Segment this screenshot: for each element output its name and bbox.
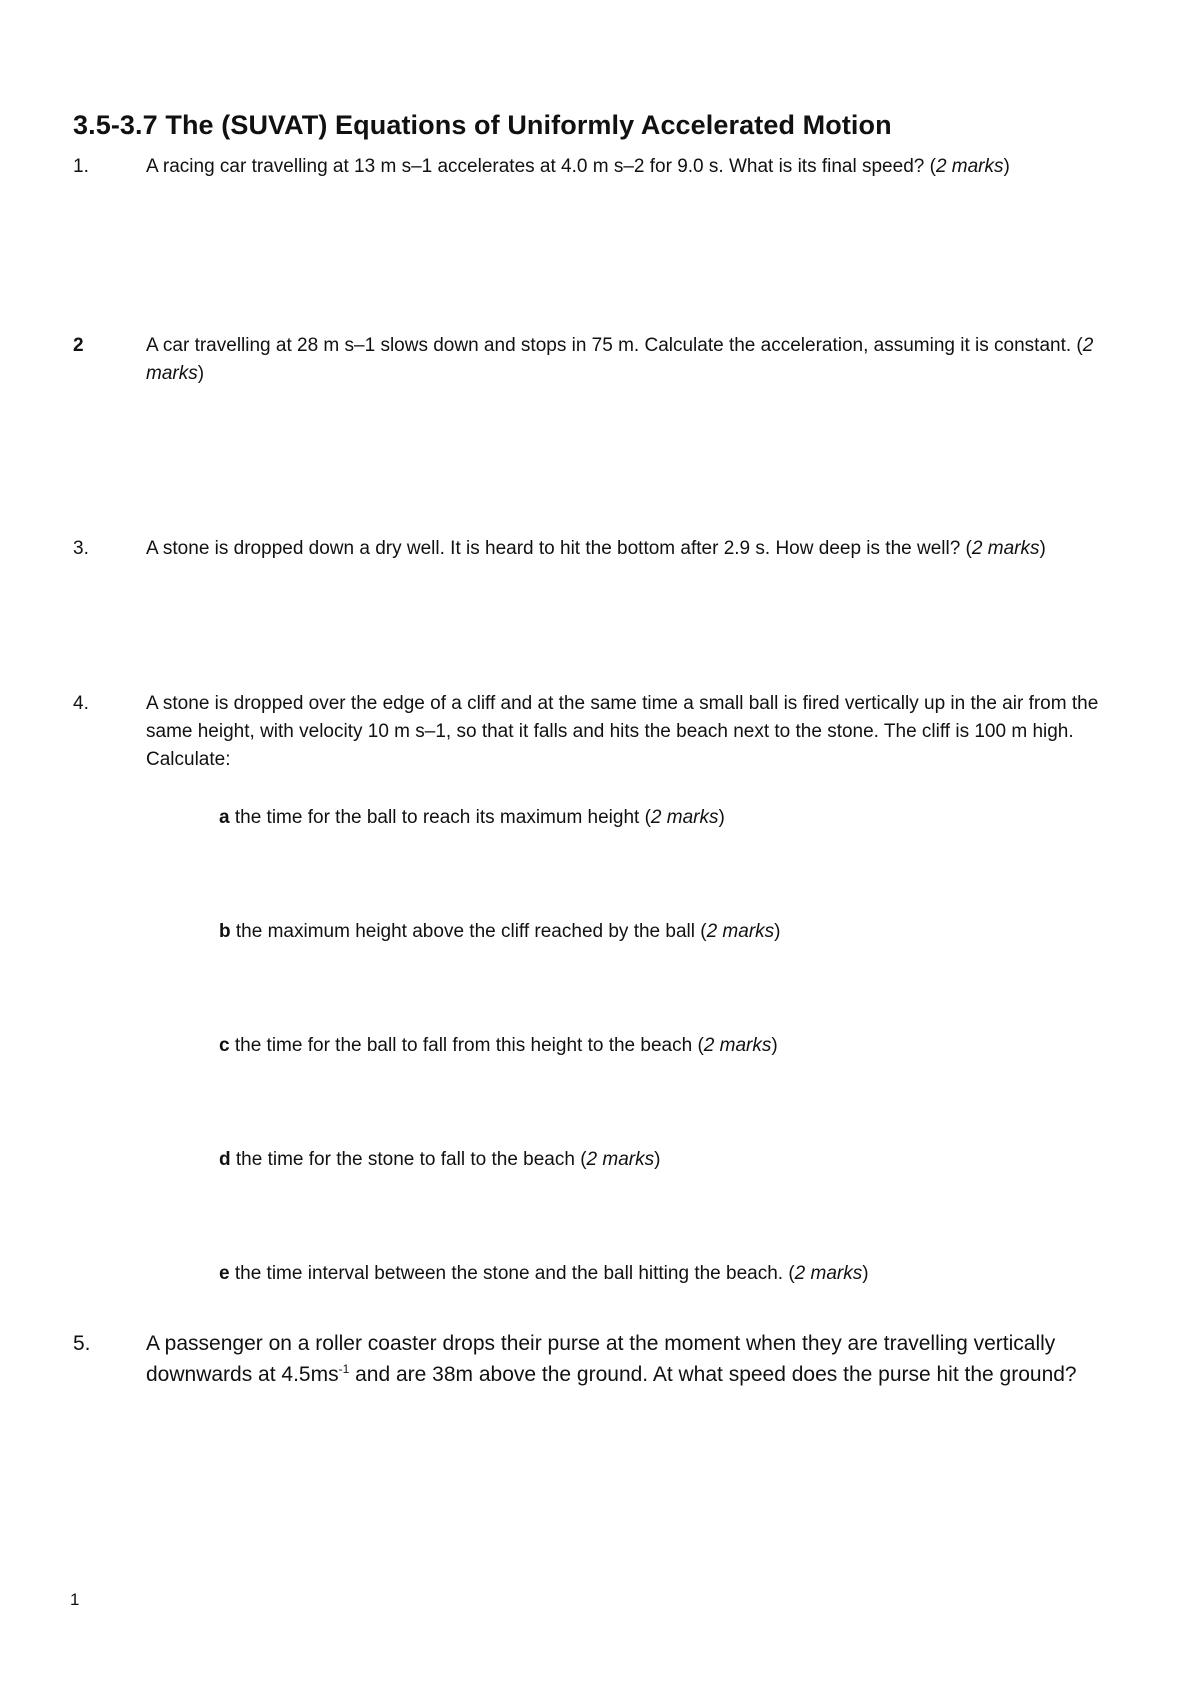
- marks-label: 2 marks: [650, 807, 719, 828]
- page-number: 1: [70, 1590, 80, 1609]
- marks-label: 2 marks: [703, 1035, 772, 1056]
- marks-label: 2 marks: [706, 921, 775, 942]
- question-text: A stone is dropped over the edge of a cliff and at the same time a small ball is fired vertically up in the air from the same height, with velocity 10 m s–1, so that it falls and hits the beach next to the stone. The cliff is 100 m high. Calculate:: [146, 693, 1099, 770]
- marks-label: 2 marks: [794, 1263, 863, 1284]
- question-number: 3.: [73, 538, 89, 559]
- part-letter: a: [219, 807, 230, 828]
- part-letter: d: [219, 1149, 231, 1170]
- part-letter: c: [219, 1035, 230, 1056]
- question-4a: a the time for the ball to reach its maximum height (2 marks): [219, 807, 725, 828]
- question-4e: e the time interval between the stone and the ball hitting the beach. (2 marks): [219, 1263, 869, 1284]
- question-4b: b the maximum height above the cliff reached by the ball (2 marks): [219, 921, 781, 942]
- part-letter: e: [219, 1263, 230, 1284]
- question-text: A racing car travelling at 13 m s–1 accelerates at 4.0 m s–2 for 9.0 s. What is its final speed? (2 marks): [146, 156, 1010, 177]
- marks-label: 2 marks: [586, 1149, 655, 1170]
- part-letter: b: [219, 921, 231, 942]
- question-text: A car travelling at 28 m s–1 slows down and stops in 75 m. Calculate the acceleration, assuming it is constant. (2 marks): [146, 335, 1094, 384]
- marks-label: 2 marks: [971, 538, 1040, 559]
- question-4d: d the time for the stone to fall to the beach (2 marks): [219, 1149, 661, 1170]
- page-title: 3.5-3.7 The (SUVAT) Equations of Uniformly Accelerated Motion: [73, 110, 892, 140]
- question-number: 4.: [73, 693, 89, 714]
- question-number: 5.: [73, 1332, 91, 1355]
- question-text: A stone is dropped down a dry well. It is heard to hit the bottom after 2.9 s. How deep is the well? (2 marks): [146, 538, 1046, 559]
- superscript: -1: [338, 1362, 350, 1376]
- question-4c: c the time for the ball to fall from this height to the beach (2 marks): [219, 1035, 778, 1056]
- question-number: 1.: [73, 156, 89, 177]
- marks-label: 2 marks: [146, 335, 1094, 384]
- question-text: A passenger on a roller coaster drops their purse at the moment when they are travelling vertically downwards at $4.5ms^{-1}$ and are 38m above the ground. At what speed does the purse hit the ground?: [146, 1332, 1077, 1386]
- marks-label: 2 marks: [935, 156, 1004, 177]
- question-number: 2: [73, 335, 84, 356]
